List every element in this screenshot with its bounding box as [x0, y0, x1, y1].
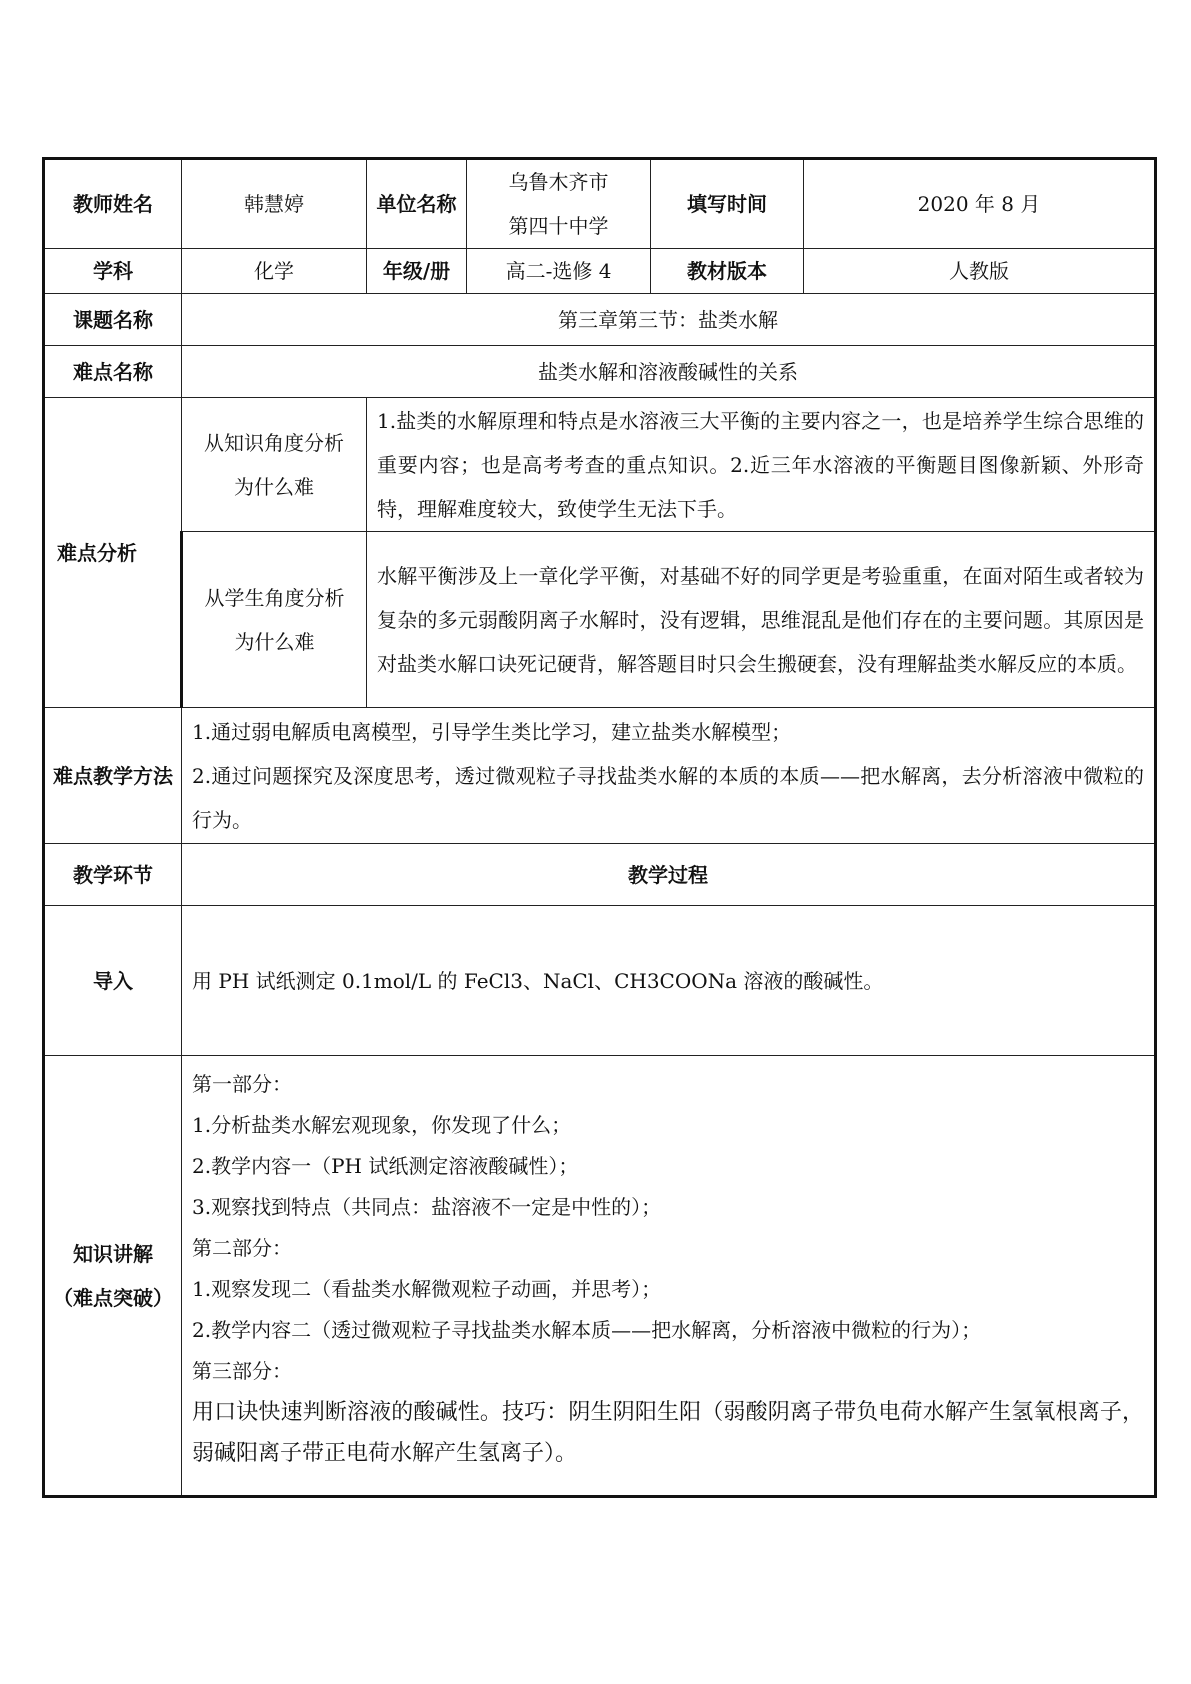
intro-row: [44, 906, 1156, 1056]
method-line-1: 1.通过弱电解质电离模型，引导学生类比学习，建立盐类水解模型；: [192, 719, 792, 744]
knowledge-label-line-1: 知识讲解: [73, 1241, 153, 1266]
process-header-row: [44, 844, 1156, 906]
method-text: [182, 708, 1156, 844]
unit-name-line-1: 乌鲁木齐市: [508, 170, 609, 194]
difficulty-value: 盐类水解和溶液酸碱性的关系: [182, 346, 1156, 398]
knowledge-line-5: 第二部分：: [192, 1236, 292, 1260]
unit-name-value: [467, 159, 651, 249]
subject-value: 化学: [182, 249, 367, 294]
header-row: [44, 159, 1156, 249]
process-label: 教学过程: [182, 844, 1156, 906]
unit-name-line-2: 第四十中学: [508, 214, 609, 238]
difficulty-label: 难点名称: [44, 346, 182, 398]
edition-value: 人教版: [804, 249, 1156, 294]
knowledge-line-6: 1.观察发现二（看盐类水解微观粒子动画，并思考）；: [192, 1277, 662, 1301]
method-row: [44, 708, 1156, 844]
analysis-student-row: [44, 532, 1156, 708]
knowledge-line-8: 第三部分：: [192, 1359, 292, 1383]
method-line-2: 2.通过问题探究及深度思考，透过微观粒子寻找盐类水解的本质的本质——把水解离，去分析溶液中微粒的行为。: [192, 763, 1144, 832]
knowledge-text: [182, 1056, 1156, 1497]
knowledge-label-line-2: （难点突破）: [53, 1285, 173, 1310]
grade-label: 年级/册: [367, 249, 467, 294]
stage-label: 教学环节: [44, 844, 182, 906]
lesson-plan-table: [42, 157, 1157, 1498]
subject-label: 学科: [44, 249, 182, 294]
topic-row: [44, 294, 1156, 346]
intro-label: 导入: [44, 906, 182, 1056]
knowledge-angle-text: 1.盐类的水解原理和特点是水溶液三大平衡的主要内容之一，也是培养学生综合思维的重要内容；也是高考考查的重点知识。2.近三年水溶液的平衡题目图像新颖、外形奇特，理解难度较大，致使学生无法下手。: [367, 398, 1156, 532]
knowledge-line-3: 2.教学内容一（PH 试纸测定溶液酸碱性）；: [192, 1154, 579, 1178]
topic-value: 第三章第三节：盐类水解: [182, 294, 1156, 346]
topic-label: 课题名称: [44, 294, 182, 346]
method-label: 难点教学方法: [44, 708, 182, 844]
knowledge-row: [44, 1056, 1156, 1497]
subject-row: [44, 249, 1156, 294]
fill-time-label: 填写时间: [651, 159, 804, 249]
fill-time-value: 2020 年 8 月: [804, 159, 1156, 249]
knowledge-angle-label: 从知识角度分析为什么难: [182, 398, 367, 532]
analysis-knowledge-row: [44, 398, 1156, 532]
teacher-name-label: 教师姓名: [44, 159, 182, 249]
knowledge-line-7: 2.教学内容二（透过微观粒子寻找盐类水解本质——把水解离，分析溶液中微粒的行为）；: [192, 1318, 982, 1342]
edition-label: 教材版本: [651, 249, 804, 294]
unit-name-label: 单位名称: [367, 159, 467, 249]
knowledge-line-4: 3.观察找到特点（共同点：盐溶液不一定是中性的）；: [192, 1195, 662, 1219]
knowledge-last-paragraph: 用口诀快速判断溶液的酸碱性。技巧：阴生阴阳生阳（弱酸阴离子带负电荷水解产生氢氧根离子，弱碱阳离子带正电荷水解产生氢离子）。: [192, 1400, 1144, 1466]
analysis-label: 难点分析: [44, 398, 182, 708]
difficulty-row: [44, 346, 1156, 398]
knowledge-line-1: 第一部分：: [192, 1072, 292, 1096]
student-angle-text: 水解平衡涉及上一章化学平衡，对基础不好的同学更是考验重重，在面对陌生或者较为复杂的多元弱酸阴离子水解时，没有逻辑，思维混乱是他们存在的主要问题。其原因是对盐类水解口诀死记硬背，解答题目时只会生搬硬套，没有理解盐类水解反应的本质。: [367, 532, 1156, 708]
intro-text: 用 PH 试纸测定 0.1mol/L 的 FeCl3、NaCl、CH3COONa 溶液的酸碱性。: [182, 906, 1156, 1056]
teacher-name-value: 韩慧婷: [182, 159, 367, 249]
knowledge-line-2: 1.分析盐类水解宏观现象，你发现了什么；: [192, 1113, 572, 1137]
student-angle-label: 从学生角度分析为什么难: [182, 532, 367, 708]
knowledge-label: [44, 1056, 182, 1497]
grade-value: 高二-选修 4: [467, 249, 651, 294]
